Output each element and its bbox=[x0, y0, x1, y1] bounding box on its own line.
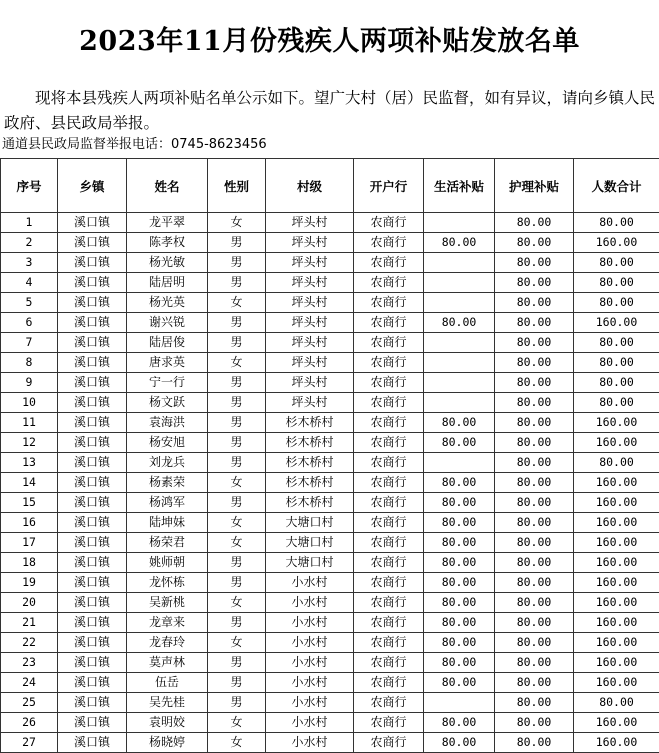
column-header-village: 村级 bbox=[266, 159, 354, 213]
cell-index: 18 bbox=[1, 553, 58, 573]
cell-nursing-subsidy: 80.00 bbox=[495, 433, 574, 453]
cell-total: 160.00 bbox=[574, 553, 659, 573]
cell-living-subsidy: 80.00 bbox=[424, 593, 495, 613]
table-row bbox=[1, 453, 659, 473]
cell-gender: 女 bbox=[208, 513, 266, 533]
table-row bbox=[1, 633, 659, 653]
cell-bank: 农商行 bbox=[354, 273, 424, 293]
cell-gender: 男 bbox=[208, 573, 266, 593]
cell-village: 坪头村 bbox=[266, 293, 354, 313]
cell-index: 16 bbox=[1, 513, 58, 533]
cell-living-subsidy: 80.00 bbox=[424, 713, 495, 733]
cell-gender: 女 bbox=[208, 713, 266, 733]
cell-index: 27 bbox=[1, 733, 58, 753]
cell-township: 溪口镇 bbox=[58, 673, 127, 693]
page-title: 2023年11月份残疾人两项补贴发放名单 bbox=[0, 22, 659, 62]
cell-name: 袁海洪 bbox=[127, 413, 208, 433]
cell-village: 杉木桥村 bbox=[266, 413, 354, 433]
cell-bank: 农商行 bbox=[354, 453, 424, 473]
cell-gender: 女 bbox=[208, 733, 266, 753]
cell-nursing-subsidy: 80.00 bbox=[495, 253, 574, 273]
column-header-total: 人数合计 bbox=[574, 159, 659, 213]
cell-village: 大塘口村 bbox=[266, 533, 354, 553]
cell-township: 溪口镇 bbox=[58, 713, 127, 733]
table-row bbox=[1, 613, 659, 633]
cell-index: 4 bbox=[1, 273, 58, 293]
cell-bank: 农商行 bbox=[354, 673, 424, 693]
cell-nursing-subsidy: 80.00 bbox=[495, 733, 574, 753]
subsidy-table bbox=[0, 158, 659, 753]
cell-living-subsidy: 80.00 bbox=[424, 513, 495, 533]
cell-name: 龙怀栋 bbox=[127, 573, 208, 593]
cell-total: 160.00 bbox=[574, 313, 659, 333]
cell-nursing-subsidy: 80.00 bbox=[495, 493, 574, 513]
cell-index: 26 bbox=[1, 713, 58, 733]
cell-township: 溪口镇 bbox=[58, 413, 127, 433]
cell-index: 20 bbox=[1, 593, 58, 613]
cell-bank: 农商行 bbox=[354, 633, 424, 653]
cell-township: 溪口镇 bbox=[58, 373, 127, 393]
cell-township: 溪口镇 bbox=[58, 613, 127, 633]
cell-total: 80.00 bbox=[574, 293, 659, 313]
cell-gender: 男 bbox=[208, 413, 266, 433]
cell-village: 大塘口村 bbox=[266, 513, 354, 533]
cell-bank: 农商行 bbox=[354, 653, 424, 673]
cell-total: 80.00 bbox=[574, 273, 659, 293]
cell-living-subsidy bbox=[424, 693, 495, 713]
cell-township: 溪口镇 bbox=[58, 573, 127, 593]
cell-index: 12 bbox=[1, 433, 58, 453]
cell-index: 10 bbox=[1, 393, 58, 413]
cell-total: 160.00 bbox=[574, 613, 659, 633]
header-row bbox=[1, 159, 659, 213]
cell-living-subsidy bbox=[424, 213, 495, 233]
cell-name: 袁明姣 bbox=[127, 713, 208, 733]
cell-total: 80.00 bbox=[574, 353, 659, 373]
cell-name: 杨文跃 bbox=[127, 393, 208, 413]
cell-bank: 农商行 bbox=[354, 733, 424, 753]
cell-total: 80.00 bbox=[574, 253, 659, 273]
cell-village: 坪头村 bbox=[266, 333, 354, 353]
cell-bank: 农商行 bbox=[354, 473, 424, 493]
cell-bank: 农商行 bbox=[354, 393, 424, 413]
cell-nursing-subsidy: 80.00 bbox=[495, 653, 574, 673]
cell-living-subsidy bbox=[424, 453, 495, 473]
column-header-gender: 性别 bbox=[208, 159, 266, 213]
column-header-living-subsidy: 生活补贴 bbox=[424, 159, 495, 213]
cell-township: 溪口镇 bbox=[58, 353, 127, 373]
cell-living-subsidy bbox=[424, 333, 495, 353]
cell-village: 小水村 bbox=[266, 673, 354, 693]
cell-bank: 农商行 bbox=[354, 233, 424, 253]
cell-index: 9 bbox=[1, 373, 58, 393]
cell-village: 小水村 bbox=[266, 733, 354, 753]
cell-bank: 农商行 bbox=[354, 493, 424, 513]
cell-total: 80.00 bbox=[574, 453, 659, 473]
cell-village: 坪头村 bbox=[266, 253, 354, 273]
cell-gender: 女 bbox=[208, 213, 266, 233]
cell-village: 坪头村 bbox=[266, 393, 354, 413]
cell-gender: 男 bbox=[208, 433, 266, 453]
cell-nursing-subsidy: 80.00 bbox=[495, 713, 574, 733]
cell-gender: 女 bbox=[208, 293, 266, 313]
cell-index: 22 bbox=[1, 633, 58, 653]
cell-village: 杉木桥村 bbox=[266, 493, 354, 513]
cell-bank: 农商行 bbox=[354, 433, 424, 453]
cell-total: 160.00 bbox=[574, 593, 659, 613]
table-row bbox=[1, 493, 659, 513]
cell-total: 160.00 bbox=[574, 673, 659, 693]
table-row bbox=[1, 233, 659, 253]
cell-name: 杨素荣 bbox=[127, 473, 208, 493]
cell-township: 溪口镇 bbox=[58, 733, 127, 753]
cell-bank: 农商行 bbox=[354, 293, 424, 313]
cell-nursing-subsidy: 80.00 bbox=[495, 453, 574, 473]
cell-township: 溪口镇 bbox=[58, 473, 127, 493]
column-header-nursing-subsidy: 护理补贴 bbox=[495, 159, 574, 213]
cell-township: 溪口镇 bbox=[58, 393, 127, 413]
cell-village: 杉木桥村 bbox=[266, 473, 354, 493]
cell-village: 坪头村 bbox=[266, 353, 354, 373]
cell-nursing-subsidy: 80.00 bbox=[495, 513, 574, 533]
cell-index: 15 bbox=[1, 493, 58, 513]
table-row bbox=[1, 473, 659, 493]
cell-township: 溪口镇 bbox=[58, 213, 127, 233]
table-row bbox=[1, 433, 659, 453]
cell-village: 杉木桥村 bbox=[266, 433, 354, 453]
cell-name: 莫声林 bbox=[127, 653, 208, 673]
cell-township: 溪口镇 bbox=[58, 653, 127, 673]
table-row bbox=[1, 313, 659, 333]
cell-nursing-subsidy: 80.00 bbox=[495, 293, 574, 313]
table-row bbox=[1, 513, 659, 533]
cell-nursing-subsidy: 80.00 bbox=[495, 313, 574, 333]
table-row bbox=[1, 393, 659, 413]
table-row bbox=[1, 653, 659, 673]
cell-total: 160.00 bbox=[574, 733, 659, 753]
table-row bbox=[1, 333, 659, 353]
cell-gender: 男 bbox=[208, 673, 266, 693]
column-header-bank: 开户行 bbox=[354, 159, 424, 213]
cell-name: 姚师朝 bbox=[127, 553, 208, 573]
hotline-text: 通道县民政局监督举报电话：0745-8623456 bbox=[2, 136, 267, 154]
cell-total: 80.00 bbox=[574, 213, 659, 233]
cell-index: 13 bbox=[1, 453, 58, 473]
cell-total: 160.00 bbox=[574, 713, 659, 733]
cell-total: 80.00 bbox=[574, 333, 659, 353]
cell-living-subsidy: 80.00 bbox=[424, 533, 495, 553]
cell-total: 160.00 bbox=[574, 473, 659, 493]
cell-living-subsidy: 80.00 bbox=[424, 553, 495, 573]
table-row bbox=[1, 213, 659, 233]
cell-nursing-subsidy: 80.00 bbox=[495, 373, 574, 393]
cell-index: 25 bbox=[1, 693, 58, 713]
cell-total: 160.00 bbox=[574, 433, 659, 453]
cell-name: 吴先桂 bbox=[127, 693, 208, 713]
cell-living-subsidy bbox=[424, 273, 495, 293]
cell-gender: 女 bbox=[208, 633, 266, 653]
cell-total: 160.00 bbox=[574, 573, 659, 593]
cell-index: 17 bbox=[1, 533, 58, 553]
cell-village: 小水村 bbox=[266, 593, 354, 613]
cell-gender: 女 bbox=[208, 473, 266, 493]
table-row bbox=[1, 673, 659, 693]
cell-total: 160.00 bbox=[574, 653, 659, 673]
cell-living-subsidy: 80.00 bbox=[424, 313, 495, 333]
cell-bank: 农商行 bbox=[354, 573, 424, 593]
cell-index: 7 bbox=[1, 333, 58, 353]
cell-bank: 农商行 bbox=[354, 253, 424, 273]
cell-living-subsidy bbox=[424, 373, 495, 393]
cell-gender: 男 bbox=[208, 313, 266, 333]
cell-gender: 男 bbox=[208, 393, 266, 413]
cell-gender: 男 bbox=[208, 653, 266, 673]
cell-name: 陆坤妹 bbox=[127, 513, 208, 533]
cell-living-subsidy bbox=[424, 353, 495, 373]
cell-living-subsidy bbox=[424, 393, 495, 413]
cell-gender: 男 bbox=[208, 373, 266, 393]
cell-gender: 男 bbox=[208, 453, 266, 473]
cell-name: 谢兴锐 bbox=[127, 313, 208, 333]
cell-village: 小水村 bbox=[266, 713, 354, 733]
cell-name: 杨晓婷 bbox=[127, 733, 208, 753]
cell-gender: 男 bbox=[208, 333, 266, 353]
notice-paragraph: 现将本县残疾人两项补贴名单公示如下。望广大村（居）民监督，如有异议，请向乡镇人民政府、县民政局举报。 bbox=[4, 86, 655, 136]
cell-living-subsidy: 80.00 bbox=[424, 613, 495, 633]
cell-total: 160.00 bbox=[574, 633, 659, 653]
cell-township: 溪口镇 bbox=[58, 333, 127, 353]
cell-index: 6 bbox=[1, 313, 58, 333]
cell-bank: 农商行 bbox=[354, 413, 424, 433]
cell-village: 小水村 bbox=[266, 653, 354, 673]
cell-nursing-subsidy: 80.00 bbox=[495, 533, 574, 553]
cell-village: 坪头村 bbox=[266, 233, 354, 253]
cell-township: 溪口镇 bbox=[58, 593, 127, 613]
cell-index: 23 bbox=[1, 653, 58, 673]
cell-township: 溪口镇 bbox=[58, 513, 127, 533]
cell-name: 杨荣君 bbox=[127, 533, 208, 553]
cell-index: 2 bbox=[1, 233, 58, 253]
cell-name: 宁一行 bbox=[127, 373, 208, 393]
cell-living-subsidy bbox=[424, 253, 495, 273]
cell-name: 龙章来 bbox=[127, 613, 208, 633]
cell-total: 160.00 bbox=[574, 493, 659, 513]
cell-living-subsidy: 80.00 bbox=[424, 473, 495, 493]
cell-township: 溪口镇 bbox=[58, 273, 127, 293]
cell-name: 龙平翠 bbox=[127, 213, 208, 233]
cell-township: 溪口镇 bbox=[58, 433, 127, 453]
cell-bank: 农商行 bbox=[354, 513, 424, 533]
table-body bbox=[1, 213, 659, 753]
cell-total: 80.00 bbox=[574, 373, 659, 393]
cell-bank: 农商行 bbox=[354, 353, 424, 373]
cell-index: 24 bbox=[1, 673, 58, 693]
cell-name: 杨光敏 bbox=[127, 253, 208, 273]
cell-bank: 农商行 bbox=[354, 613, 424, 633]
cell-village: 坪头村 bbox=[266, 273, 354, 293]
cell-index: 14 bbox=[1, 473, 58, 493]
cell-nursing-subsidy: 80.00 bbox=[495, 593, 574, 613]
cell-village: 小水村 bbox=[266, 693, 354, 713]
cell-living-subsidy: 80.00 bbox=[424, 633, 495, 653]
cell-village: 小水村 bbox=[266, 633, 354, 653]
cell-gender: 男 bbox=[208, 493, 266, 513]
cell-living-subsidy: 80.00 bbox=[424, 493, 495, 513]
cell-nursing-subsidy: 80.00 bbox=[495, 273, 574, 293]
cell-name: 吴新桃 bbox=[127, 593, 208, 613]
cell-gender: 女 bbox=[208, 353, 266, 373]
cell-township: 溪口镇 bbox=[58, 253, 127, 273]
cell-index: 3 bbox=[1, 253, 58, 273]
cell-living-subsidy: 80.00 bbox=[424, 413, 495, 433]
cell-name: 唐求英 bbox=[127, 353, 208, 373]
cell-township: 溪口镇 bbox=[58, 493, 127, 513]
cell-total: 160.00 bbox=[574, 513, 659, 533]
cell-bank: 农商行 bbox=[354, 693, 424, 713]
cell-village: 大塘口村 bbox=[266, 553, 354, 573]
cell-nursing-subsidy: 80.00 bbox=[495, 353, 574, 373]
table-row bbox=[1, 533, 659, 553]
cell-gender: 男 bbox=[208, 693, 266, 713]
cell-nursing-subsidy: 80.00 bbox=[495, 333, 574, 353]
cell-index: 11 bbox=[1, 413, 58, 433]
cell-nursing-subsidy: 80.00 bbox=[495, 633, 574, 653]
cell-bank: 农商行 bbox=[354, 593, 424, 613]
cell-gender: 男 bbox=[208, 553, 266, 573]
table-row bbox=[1, 693, 659, 713]
cell-bank: 农商行 bbox=[354, 313, 424, 333]
cell-name: 刘龙兵 bbox=[127, 453, 208, 473]
cell-index: 19 bbox=[1, 573, 58, 593]
cell-index: 1 bbox=[1, 213, 58, 233]
table-row bbox=[1, 573, 659, 593]
table-row bbox=[1, 293, 659, 313]
cell-name: 陈孝权 bbox=[127, 233, 208, 253]
cell-bank: 农商行 bbox=[354, 213, 424, 233]
cell-index: 8 bbox=[1, 353, 58, 373]
table-row bbox=[1, 413, 659, 433]
cell-township: 溪口镇 bbox=[58, 233, 127, 253]
cell-gender: 女 bbox=[208, 533, 266, 553]
cell-gender: 男 bbox=[208, 613, 266, 633]
cell-living-subsidy: 80.00 bbox=[424, 733, 495, 753]
cell-nursing-subsidy: 80.00 bbox=[495, 553, 574, 573]
cell-nursing-subsidy: 80.00 bbox=[495, 233, 574, 253]
cell-gender: 男 bbox=[208, 233, 266, 253]
table-row bbox=[1, 373, 659, 393]
cell-village: 小水村 bbox=[266, 573, 354, 593]
cell-bank: 农商行 bbox=[354, 713, 424, 733]
cell-living-subsidy: 80.00 bbox=[424, 653, 495, 673]
cell-name: 伍岳 bbox=[127, 673, 208, 693]
cell-index: 5 bbox=[1, 293, 58, 313]
column-header-name: 姓名 bbox=[127, 159, 208, 213]
cell-name: 杨光英 bbox=[127, 293, 208, 313]
cell-index: 21 bbox=[1, 613, 58, 633]
table-row bbox=[1, 713, 659, 733]
cell-total: 160.00 bbox=[574, 233, 659, 253]
cell-gender: 男 bbox=[208, 273, 266, 293]
cell-gender: 男 bbox=[208, 253, 266, 273]
cell-village: 坪头村 bbox=[266, 373, 354, 393]
cell-nursing-subsidy: 80.00 bbox=[495, 613, 574, 633]
cell-name: 陆居明 bbox=[127, 273, 208, 293]
cell-total: 160.00 bbox=[574, 533, 659, 553]
cell-village: 杉木桥村 bbox=[266, 453, 354, 473]
table-row bbox=[1, 553, 659, 573]
cell-township: 溪口镇 bbox=[58, 313, 127, 333]
column-header-township: 乡镇 bbox=[58, 159, 127, 213]
cell-living-subsidy: 80.00 bbox=[424, 573, 495, 593]
cell-village: 小水村 bbox=[266, 613, 354, 633]
cell-bank: 农商行 bbox=[354, 333, 424, 353]
cell-village: 坪头村 bbox=[266, 213, 354, 233]
cell-living-subsidy: 80.00 bbox=[424, 233, 495, 253]
cell-name: 龙春玲 bbox=[127, 633, 208, 653]
cell-nursing-subsidy: 80.00 bbox=[495, 673, 574, 693]
cell-total: 80.00 bbox=[574, 393, 659, 413]
cell-nursing-subsidy: 80.00 bbox=[495, 693, 574, 713]
cell-nursing-subsidy: 80.00 bbox=[495, 413, 574, 433]
cell-total: 80.00 bbox=[574, 693, 659, 713]
cell-nursing-subsidy: 80.00 bbox=[495, 393, 574, 413]
cell-township: 溪口镇 bbox=[58, 453, 127, 473]
table-row bbox=[1, 593, 659, 613]
cell-township: 溪口镇 bbox=[58, 633, 127, 653]
table-row bbox=[1, 253, 659, 273]
cell-living-subsidy: 80.00 bbox=[424, 433, 495, 453]
cell-nursing-subsidy: 80.00 bbox=[495, 213, 574, 233]
cell-township: 溪口镇 bbox=[58, 533, 127, 553]
cell-village: 坪头村 bbox=[266, 313, 354, 333]
column-header-index: 序号 bbox=[1, 159, 58, 213]
cell-bank: 农商行 bbox=[354, 533, 424, 553]
cell-total: 160.00 bbox=[574, 413, 659, 433]
cell-township: 溪口镇 bbox=[58, 553, 127, 573]
cell-nursing-subsidy: 80.00 bbox=[495, 573, 574, 593]
cell-name: 杨鸿军 bbox=[127, 493, 208, 513]
cell-bank: 农商行 bbox=[354, 553, 424, 573]
table-row bbox=[1, 273, 659, 293]
cell-name: 陆居俊 bbox=[127, 333, 208, 353]
cell-township: 溪口镇 bbox=[58, 693, 127, 713]
table-header bbox=[1, 159, 659, 213]
cell-living-subsidy: 80.00 bbox=[424, 673, 495, 693]
cell-nursing-subsidy: 80.00 bbox=[495, 473, 574, 493]
cell-gender: 女 bbox=[208, 593, 266, 613]
cell-bank: 农商行 bbox=[354, 373, 424, 393]
cell-living-subsidy bbox=[424, 293, 495, 313]
cell-name: 杨安旭 bbox=[127, 433, 208, 453]
cell-township: 溪口镇 bbox=[58, 293, 127, 313]
table-row bbox=[1, 353, 659, 373]
